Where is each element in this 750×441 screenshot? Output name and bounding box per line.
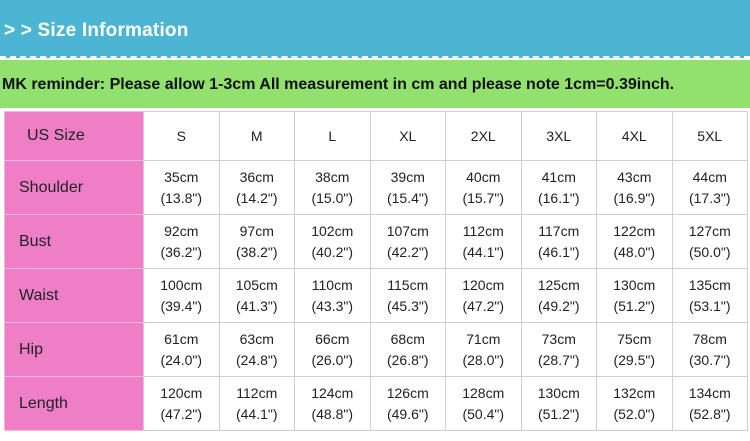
inch-value: (39.4") (160, 297, 203, 314)
size-header-cell: 5XL (672, 112, 748, 161)
measurement-cell (446, 323, 522, 377)
measurement-cell (446, 269, 522, 323)
cm-value: 78cm (692, 330, 727, 347)
cm-value: 73cm (541, 330, 576, 347)
measurement-cell (370, 161, 446, 215)
cm-value: 135cm (688, 276, 731, 293)
cm-value: 63cm (239, 330, 274, 347)
inch-value: (38.2") (235, 243, 278, 260)
inch-value: (24.8") (235, 351, 278, 368)
cm-value: 125cm (537, 276, 580, 293)
cm-value: 39cm (390, 168, 425, 185)
measurement-label: Waist (5, 269, 144, 323)
measurement-row (5, 269, 748, 323)
inch-value: (50.0") (688, 243, 731, 260)
measurement-cell (295, 215, 371, 269)
measurement-cell (446, 161, 522, 215)
measurement-cell (219, 215, 295, 269)
measurement-label: Length (5, 377, 144, 431)
cm-value: 130cm (537, 384, 580, 401)
inch-value: (28.0") (462, 351, 505, 368)
measurement-cell (370, 215, 446, 269)
measurement-cell (597, 161, 673, 215)
measurement-cell (597, 323, 673, 377)
inch-value: (43.3") (311, 297, 354, 314)
cm-value: 127cm (688, 222, 731, 239)
cm-value: 92cm (164, 222, 199, 239)
measurement-cell (521, 161, 597, 215)
measurement-cell (672, 215, 748, 269)
cm-value: 134cm (688, 384, 731, 401)
cm-value: 61cm (164, 330, 199, 347)
size-header-cell: M (219, 112, 295, 161)
cm-value: 102cm (311, 222, 354, 239)
cm-value: 126cm (386, 384, 429, 401)
measurement-cell (370, 377, 446, 431)
inch-value: (51.2") (613, 297, 656, 314)
inch-value: (29.5") (613, 351, 656, 368)
inch-value: (30.7") (688, 351, 731, 368)
measurement-cell (219, 377, 295, 431)
cm-value: 97cm (239, 222, 274, 239)
measurement-row (5, 377, 748, 431)
measurement-row (5, 215, 748, 269)
inch-value: (26.8") (386, 351, 429, 368)
inch-value: (41.3") (235, 297, 278, 314)
measurement-cell (219, 269, 295, 323)
cm-value: 120cm (462, 276, 505, 293)
inch-value: (26.0") (311, 351, 354, 368)
measurement-cell (295, 323, 371, 377)
measurement-label: Shoulder (5, 161, 144, 215)
measurement-cell (597, 269, 673, 323)
inch-value: (47.2") (462, 297, 505, 314)
measurement-cell (219, 161, 295, 215)
inch-value: (48.0") (613, 243, 656, 260)
cm-value: 44cm (692, 168, 727, 185)
measurement-cell (144, 215, 220, 269)
measurement-cell (295, 269, 371, 323)
cm-value: 112cm (236, 384, 278, 401)
cm-value: 128cm (462, 384, 505, 401)
inch-value: (46.1") (537, 243, 580, 260)
inch-value: (47.2") (160, 405, 203, 422)
size-header-cell: S (144, 112, 220, 161)
cm-value: 122cm (613, 222, 656, 239)
size-header-cell: 4XL (597, 112, 673, 161)
inch-value: (13.8") (160, 189, 203, 206)
inch-value: (44.1") (235, 405, 278, 422)
measurement-cell (672, 377, 748, 431)
cm-value: 66cm (315, 330, 350, 347)
inch-value: (48.8") (311, 405, 354, 422)
measurement-cell (144, 377, 220, 431)
measurement-label: Hip (5, 323, 144, 377)
measurement-cell (295, 161, 371, 215)
inch-value: (24.0") (160, 351, 203, 368)
inch-value: (15.0") (311, 189, 354, 206)
cm-value: 117cm (538, 222, 580, 239)
us-size-label: US Size (5, 112, 144, 161)
inch-value: (36.2") (160, 243, 203, 260)
cm-value: 41cm (541, 168, 576, 185)
reminder-banner (0, 60, 750, 108)
inch-value: (53.1") (688, 297, 731, 314)
inch-value: (45.3") (386, 297, 429, 314)
cm-value: 130cm (613, 276, 656, 293)
inch-value: (17.3") (688, 189, 731, 206)
measurement-cell (295, 377, 371, 431)
cm-value: 40cm (466, 168, 501, 185)
measurement-cell (370, 269, 446, 323)
inch-value: (49.6") (386, 405, 429, 422)
inch-value: (42.2") (386, 243, 429, 260)
measurement-cell (521, 215, 597, 269)
size-table (4, 111, 748, 431)
measurement-cell (446, 377, 522, 431)
measurement-row (5, 161, 748, 215)
inch-value: (28.7") (537, 351, 580, 368)
inch-value: (15.7") (462, 189, 505, 206)
inch-value: (16.9") (613, 189, 656, 206)
cm-value: 132cm (613, 384, 656, 401)
measurement-cell (521, 377, 597, 431)
cm-value: 38cm (315, 168, 350, 185)
header-banner (0, 0, 750, 58)
measurement-cell (144, 323, 220, 377)
measurement-row (5, 323, 748, 377)
measurement-cell (219, 323, 295, 377)
measurement-label: Bust (5, 215, 144, 269)
measurement-cell (672, 161, 748, 215)
inch-value: (40.2") (311, 243, 354, 260)
inch-value: (15.4") (386, 189, 429, 206)
cm-value: 115cm (387, 276, 429, 293)
cm-value: 124cm (311, 384, 354, 401)
inch-value: (49.2") (537, 297, 580, 314)
measurement-cell (144, 161, 220, 215)
measurement-cell (370, 323, 446, 377)
cm-value: 100cm (160, 276, 203, 293)
measurement-cell (597, 377, 673, 431)
inch-value: (52.8") (688, 405, 731, 422)
inch-value: (52.0") (613, 405, 656, 422)
inch-value: (16.1") (537, 189, 580, 206)
cm-value: 68cm (390, 330, 425, 347)
size-header-cell: L (295, 112, 371, 161)
cm-value: 112cm (462, 222, 504, 239)
inch-value: (44.1") (462, 243, 505, 260)
measurement-cell (144, 269, 220, 323)
inch-value: (14.2") (235, 189, 278, 206)
size-header-row (5, 112, 748, 161)
cm-value: 43cm (617, 168, 652, 185)
cm-value: 120cm (160, 384, 203, 401)
inch-value: (51.2") (537, 405, 580, 422)
measurement-cell (521, 323, 597, 377)
measurement-cell (597, 215, 673, 269)
cm-value: 36cm (239, 168, 274, 185)
measurement-cell (672, 323, 748, 377)
cm-value: 35cm (164, 168, 199, 185)
page-title: > > Size Information (4, 20, 189, 41)
inch-value: (50.4") (462, 405, 505, 422)
cm-value: 71cm (466, 330, 501, 347)
size-header-cell: 2XL (446, 112, 522, 161)
reminder-text: MK reminder: Please allow 1-3cm All measurement in cm and please note 1cm=0.39inch. (2, 76, 675, 93)
size-header-cell: XL (370, 112, 446, 161)
cm-value: 105cm (235, 276, 278, 293)
cm-value: 75cm (617, 330, 652, 347)
cm-value: 107cm (386, 222, 429, 239)
measurement-cell (672, 269, 748, 323)
measurement-cell (521, 269, 597, 323)
cm-value: 110cm (311, 276, 353, 293)
measurement-cell (446, 215, 522, 269)
size-header-cell: 3XL (521, 112, 597, 161)
